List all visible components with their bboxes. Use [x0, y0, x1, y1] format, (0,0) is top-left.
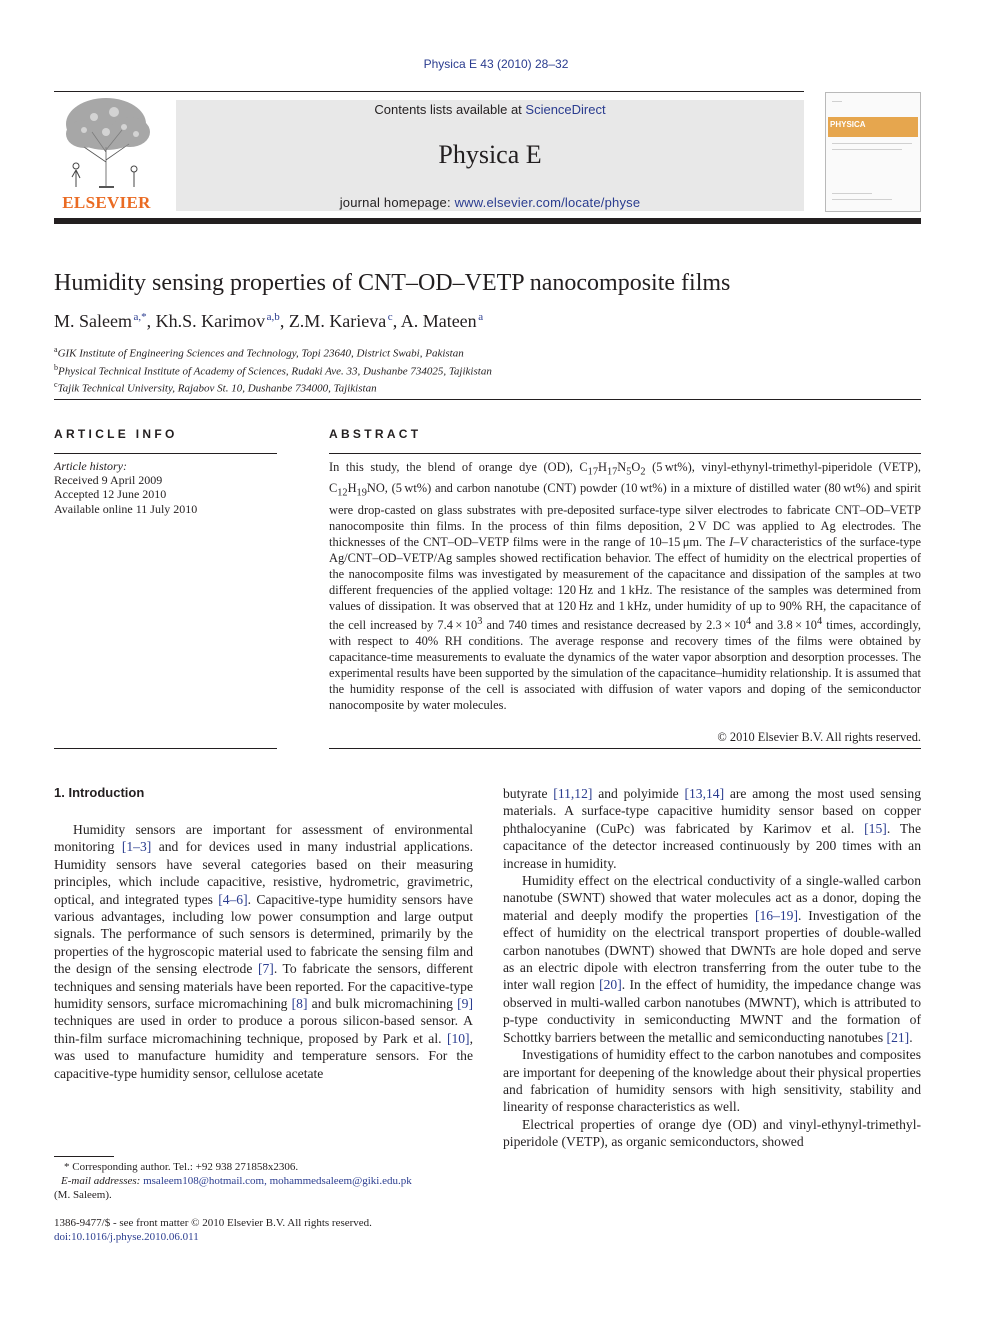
- body-paragraph: Electrical properties of orange dye (OD) and vinyl-ethynyl-trimethyl-piperidole (VETP), as organic semiconductors, showed: [503, 1116, 921, 1150]
- abstract-rule: [329, 453, 921, 454]
- affiliation-list: [54, 343, 492, 396]
- footnotes: [54, 1160, 473, 1202]
- body-paragraph: Investigations of humidity effect to the carbon nanotubes and composites are important for deepening of the knowledge about their physical properties and fabrication of humidity sensors with high sensitivity, stability and linearity of response characteristics as well.: [503, 1047, 921, 1115]
- accepted-date: Accepted 12 June 2010: [54, 487, 167, 502]
- email-links[interactable]: msaleem108@hotmail.com, mohammedsaleem@giki.edu.pk: [143, 1175, 412, 1187]
- citation-link[interactable]: [10]: [446, 1030, 470, 1046]
- author-affiliation-marker[interactable]: c: [387, 311, 393, 323]
- history-label: Article history:: [54, 459, 127, 473]
- issn-block: [54, 1216, 473, 1244]
- header-thick-rule: [54, 218, 921, 224]
- citation-link[interactable]: [4–6]: [218, 891, 248, 907]
- title-block-rule: [54, 399, 921, 400]
- body-column-left: [54, 821, 473, 1082]
- author-name[interactable]: Z.M. Karieva: [288, 311, 387, 331]
- received-date: Received 9 April 2009: [54, 473, 163, 488]
- citation-link[interactable]: [20]: [599, 977, 622, 993]
- footnote-rule: [54, 1156, 114, 1157]
- abstract-bottom-rule: [329, 748, 921, 749]
- citation-link[interactable]: [7]: [257, 961, 274, 977]
- author-list: M. Saleem $^{a,*}$, Kh.S. Karimov $^{a,b}$, Z.M. Karieva $^c$, A. Mateen $^a$: [54, 311, 484, 331]
- journal-homepage-link[interactable]: www.elsevier.com/locate/physe: [454, 195, 641, 210]
- author-affiliation-marker[interactable]: a: [478, 311, 484, 323]
- citation-link[interactable]: [16–19]: [754, 907, 799, 923]
- article-history: [54, 459, 277, 516]
- abstract-copyright: © 2010 Elsevier B.V. All rights reserved.: [717, 730, 921, 744]
- citation-link[interactable]: [13,14]: [684, 786, 725, 801]
- article-title: Humidity sensing properties of CNT–OD–VETP nanocomposite films: [54, 270, 731, 296]
- article-info-rule: [54, 453, 277, 454]
- citation-link[interactable]: [9]: [457, 996, 473, 1012]
- journal-homepage-line: [176, 195, 804, 210]
- journal-cover-thumbnail: [825, 92, 921, 212]
- article-info-bottom-rule: [54, 748, 277, 749]
- sciencedirect-link[interactable]: ScienceDirect: [525, 102, 606, 117]
- body-column-right: [503, 785, 921, 1151]
- contents-prefix: Contents lists available at: [374, 102, 526, 117]
- journal-citation[interactable]: Physica E 43 (2010) 28–32: [423, 57, 569, 71]
- header-top-rule: [54, 91, 804, 92]
- affiliation-item: $^a$GIK Institute of Engineering Sciences and Technology, Topi 23640, District Swabi, Pakistan: [54, 345, 464, 360]
- cover-title: PHYSICA: [830, 120, 866, 129]
- author-affiliation-marker[interactable]: a,*: [133, 311, 147, 323]
- affiliation-item: $^b$Physical Technical Institute of Academy of Sciences, Rudaki Ave. 33, Dushanbe 734025, Tajikistan: [54, 362, 492, 378]
- contents-available-line: [176, 102, 804, 117]
- author-affiliation-marker[interactable]: a,b: [266, 311, 280, 323]
- journal-name: Physica E: [438, 140, 542, 169]
- introduction-heading: 1. Introduction: [54, 785, 145, 800]
- homepage-prefix: journal homepage:: [339, 195, 455, 210]
- abstract-heading: ABSTRACT: [329, 427, 422, 441]
- citation-link[interactable]: [8]: [291, 996, 308, 1012]
- email-note: [54, 1174, 473, 1188]
- citation-link[interactable]: [21]: [886, 1029, 910, 1045]
- doi-link[interactable]: doi:10.1016/j.physe.2010.06.011: [54, 1231, 199, 1243]
- elsevier-wordmark: ELSEVIER: [62, 193, 151, 212]
- author-name[interactable]: M. Saleem: [54, 311, 132, 331]
- body-paragraph: Humidity sensors are important for assessment of environmental monitoring [1–3] and for devices used in many industrial applications. Humidity sensors have several categories based on their measuring principles, which include capacitive, resistive, hydrometric, gravimetric, optical, and integrated types [4–6]. Capacitive-type humidity sensors have various advantages, including low power consumption and large output signals. The performance of such sensors is determined, primarily by the properties of the hygroscopic material used to fabricate the sensing film and the design of the sensing electrode [7]. To fabricate the sensors, different techniques and sensing materials have been reported. For the capacitive-type humidity sensors, surface micromachining [8] and bulk micromachining [9] techniques are used in order to produce a porous silicon-based sensor. A thin-film surface micromachining technique, proposed by Park et al. [10], was used to manufacture humidity and temperature sensors. For the capacitive-type humidity sensor, cellulose acetate: [54, 822, 474, 1081]
- author-name[interactable]: A. Mateen: [400, 311, 477, 331]
- affiliation-item: $^c$Tajik Technical University, Rajabov St. 10, Dushanbe 734000, Tajikistan: [54, 380, 377, 395]
- citation-link[interactable]: [15]: [864, 820, 887, 836]
- online-date: Available online 11 July 2010: [54, 501, 198, 516]
- article-info-heading: ARTICLE INFO: [54, 427, 178, 441]
- abstract-body: In this study, the blend of orange dye (OD), $C_{17}H_{17}N_5O_2$ (5 wt%), vinyl-ethynyl-trimethyl-piperidole (VETP), $C_{12}H_{19}NO$, (5 wt%) and carbon nanotube (CNT) powder (10 wt%) in a mixture of distilled water (80 wt%) and spirit were drop-casted on glass substrates with pre-deposited surface-type silver electrodes to fabricate CNT–OD–VETP nanocomposite thin films. In the process of thin films deposition, 2 V DC was applied to Ag electrodes. The thicknesses of the CNT–OD–VETP films were in the range of 10–15 μm. The I–V characteristics of the surface-type Ag/CNT–OD–VETP/Ag samples showed rectification behavior. The effect of humidity on the electrical properties of the nanocomposite films was investigated by measurement of the capacitance and dissipation of the samples at two different frequencies of the applied voltage: 120 Hz and 1 kHz. The resistance of the samples was determined from values of dissipation. It was observed that at 120 Hz and 1 kHz, under humidity of up to 90% RH, the capacitance of the cell increased by $7.4 \times 10^3$ and 740 times and resistance decreased by $2.3 \times 10^4$ and $3.8 \times 10^4$ times, accordingly, with respect to 40% RH conditions. The average response and recovery times of the films were obtained by capacitance-time measurements to evaluate the dynamics of the water vapor absorption and desorption processes. The experimental results have been supported by the simulation of the capacitance–humidity relationship. It is assumed that the humidity response of the cell is associated with diffusion of water vapors and doping of the semiconductor nanocomposite by water molecules.: [329, 460, 921, 713]
- citation-link[interactable]: [11,12]: [553, 786, 593, 801]
- body-paragraph: butyrate [11,12] and polyimide [13,14] are among the most used sensing materials. A surface-type capacitive humidity sensor based on copper phthalocyanine (CuPc) was fabricated by Karimov et al. [15]. The capacitance of the detector increased continuously by 200 times with an increase in humidity.: [503, 786, 921, 871]
- issn-line: 1386-9477/$ - see front matter © 2010 Elsevier B.V. All rights reserved.: [54, 1217, 372, 1229]
- email-owner: (M. Saleem).: [54, 1189, 112, 1201]
- body-paragraph: Humidity effect on the electrical conductivity of a single-walled carbon nanotube (SWNT) showed that water molecules act as a donor, doping the material and deeply modify the properties [16–19]. Investigation of the effect of humidity on the electrical transport properties of double-walled carbon nanotubes (DWNT) showed that DWNTs are hole doped and serve as an electric dipole with electron transferring from the outer tube to the inter wall region [20]. In the effect of humidity, the impedance change was observed in multi-walled carbon nanotubes (MWNT), which is attributed to p-type conductivity in semiconducting MWNT and the formation of Schottky barriers between the metallic and semiconducting nanotubes [21].: [503, 873, 921, 1045]
- corresponding-author-note: * Corresponding author. Tel.: +92 938 271858x2306.: [64, 1161, 299, 1173]
- email-label: E-mail addresses:: [61, 1175, 141, 1187]
- citation-link[interactable]: [1–3]: [121, 839, 152, 855]
- author-name[interactable]: Kh.S. Karimov: [155, 311, 266, 331]
